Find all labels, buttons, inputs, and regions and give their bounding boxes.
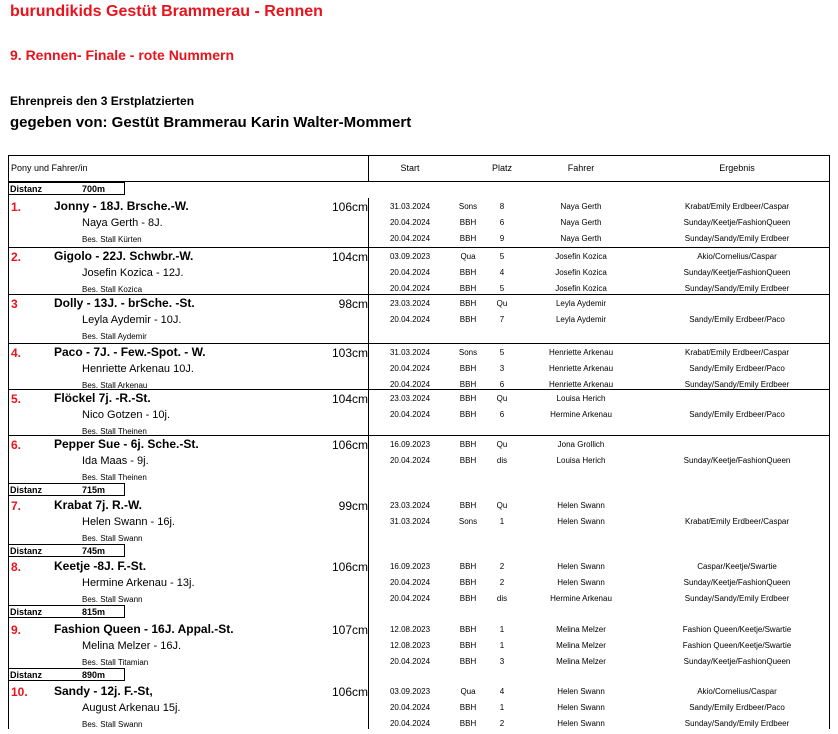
driver-name: Ida Maas - 9j.: [82, 455, 149, 467]
result-date: 20.04.2024: [389, 284, 431, 293]
result-date: 03.09.2023: [389, 687, 431, 696]
prize-line-1: Ehrenpreis den 3 Erstplatzierten: [10, 94, 195, 108]
result-place: 2: [499, 562, 505, 571]
result-driver: Naya Gerth: [560, 218, 602, 227]
result-ergebnis: Krabat/Emily Erdbeer/Caspar: [684, 202, 790, 211]
result-type: BBH: [459, 284, 477, 293]
result-ergebnis: Caspar/Keetje/Swartie: [697, 562, 777, 571]
result-place: 6: [499, 410, 505, 419]
result-date: 20.04.2024: [389, 218, 431, 227]
result-date: 31.03.2024: [389, 348, 431, 357]
row-divider: [8, 247, 830, 248]
result-type: BBH: [459, 268, 477, 277]
result-type: BBH: [459, 657, 477, 666]
distance-box: [8, 544, 125, 557]
result-place: dis: [496, 456, 508, 465]
entry-number: 6.: [11, 438, 22, 452]
result-place: Qu: [496, 394, 508, 403]
pony-size: 104cm: [331, 392, 368, 406]
result-ergebnis: Sandy/Emily Erdbeer/Paco: [689, 315, 785, 324]
result-type: BBH: [459, 625, 477, 634]
pony-size: 104cm: [331, 250, 368, 264]
result-date: 20.04.2024: [389, 657, 431, 666]
entry-number: 7.: [11, 499, 22, 513]
header-divider: [8, 181, 830, 182]
result-type: Sons: [458, 348, 478, 357]
result-type: BBH: [459, 440, 477, 449]
result-ergebnis: Sunday/Keetje/FashionQueen: [683, 578, 791, 587]
result-date: 12.08.2023: [389, 625, 431, 634]
col-header-platz: Platz: [491, 163, 513, 173]
result-date: 20.04.2024: [389, 594, 431, 603]
pony-size: 99cm: [338, 499, 368, 513]
entry-number: 1.: [11, 200, 22, 214]
result-ergebnis: Akio/Cornelius/Caspar: [697, 687, 777, 696]
col-header-pony: Pony und Fahrer/in: [11, 163, 88, 173]
pony-size: 106cm: [331, 200, 368, 214]
result-type: Qua: [460, 252, 476, 261]
result-driver: Melina Melzer: [556, 641, 606, 650]
result-type: BBH: [459, 456, 477, 465]
row-divider: [8, 343, 830, 344]
result-driver: Helen Swann: [557, 501, 605, 510]
stall-name: Bes. Stall Swann: [82, 595, 143, 604]
result-place: 1: [499, 703, 505, 712]
result-date: 20.04.2024: [389, 315, 431, 324]
result-driver: Henriette Arkenau: [548, 380, 614, 389]
result-date: 20.04.2024: [389, 456, 431, 465]
result-ergebnis: Sunday/Keetje/FashionQueen: [683, 218, 791, 227]
pony-name: Flöckel 7j. -R.-St.: [54, 391, 151, 405]
entry-number: 10.: [11, 685, 28, 699]
result-type: Sons: [458, 517, 478, 526]
result-type: BBH: [459, 594, 477, 603]
col-header-start: Start: [400, 163, 420, 173]
result-ergebnis: Sunday/Keetje/FashionQueen: [683, 456, 791, 465]
result-ergebnis: Krabat/Emily Erdbeer/Caspar: [684, 517, 790, 526]
result-ergebnis: Sandy/Emily Erdbeer/Paco: [689, 703, 785, 712]
result-type: BBH: [459, 380, 477, 389]
distance-box: [8, 483, 125, 496]
result-type: BBH: [459, 234, 477, 243]
result-place: 4: [499, 268, 505, 277]
result-date: 31.03.2024: [389, 517, 431, 526]
driver-name: Hermine Arkenau - 13j.: [82, 577, 195, 589]
result-driver: Helen Swann: [557, 703, 605, 712]
result-driver: Helen Swann: [557, 719, 605, 728]
column-divider: [368, 155, 369, 181]
result-date: 16.09.2023: [389, 440, 431, 449]
stall-name: Bes. Stall Theinen: [82, 473, 147, 482]
result-place: 6: [499, 380, 505, 389]
driver-name: Melina Melzer - 16J.: [82, 640, 182, 652]
result-date: 20.04.2024: [389, 268, 431, 277]
result-place: 1: [499, 625, 505, 634]
result-type: BBH: [459, 218, 477, 227]
result-place: 1: [499, 517, 505, 526]
result-type: Sons: [458, 202, 478, 211]
result-ergebnis: Sunday/Sandy/Emily Erdbeer: [684, 719, 790, 728]
result-place: Qu: [496, 440, 508, 449]
entry-number: 2.: [11, 250, 22, 264]
result-date: 20.04.2024: [389, 380, 431, 389]
result-place: 3: [499, 364, 505, 373]
entry-number: 3: [11, 297, 18, 311]
result-place: 7: [499, 315, 505, 324]
driver-name: Helen Swann - 16j.: [82, 516, 175, 528]
result-date: 20.04.2024: [389, 703, 431, 712]
distance-box: [8, 605, 125, 618]
result-place: dis: [496, 594, 508, 603]
results-divider: [368, 198, 369, 729]
distance-box: [8, 182, 125, 195]
stall-name: Bes. Stall Kürten: [82, 235, 142, 244]
driver-name: Naya Gerth - 8J.: [82, 217, 163, 229]
result-driver: Helen Swann: [557, 517, 605, 526]
pony-size: 106cm: [331, 438, 368, 452]
stall-name: Bes. Stall Kozica: [82, 285, 143, 294]
result-type: BBH: [459, 315, 477, 324]
result-date: 23.03.2024: [389, 299, 431, 308]
result-place: 8: [499, 202, 505, 211]
stall-name: Bes. Stall Titamian: [82, 658, 149, 667]
result-driver: Josefin Kozica: [555, 252, 607, 261]
col-header-ergebnis: Ergebnis: [719, 163, 755, 173]
result-ergebnis: Fashion Queen/Keetje/Swartie: [682, 641, 792, 650]
distance-label: Distanz: [10, 607, 43, 617]
pony-size: 103cm: [331, 346, 368, 360]
result-type: BBH: [459, 299, 477, 308]
result-driver: Louisa Herich: [556, 394, 606, 403]
pony-name: Keetje -8J. F.-St.: [54, 559, 147, 573]
distance-value: 700m: [82, 184, 106, 194]
stall-name: Bes. Stall Theinen: [82, 427, 147, 436]
result-date: 23.03.2024: [389, 394, 431, 403]
result-type: BBH: [459, 364, 477, 373]
result-ergebnis: Sunday/Sandy/Emily Erdbeer: [684, 234, 790, 243]
result-place: 2: [499, 719, 505, 728]
result-date: 16.09.2023: [389, 562, 431, 571]
driver-name: Josefin Kozica - 12J.: [82, 267, 184, 279]
result-date: 20.04.2024: [389, 234, 431, 243]
result-type: BBH: [459, 703, 477, 712]
result-ergebnis: Sunday/Keetje/FashionQueen: [683, 657, 791, 666]
pony-name: Jonny - 18J. Brsche.-W.: [54, 199, 189, 213]
result-driver: Helen Swann: [557, 687, 605, 696]
pony-name: Gigolo - 22J. Schwbr.-W.: [54, 249, 194, 263]
result-driver: Helen Swann: [557, 562, 605, 571]
result-date: 03.09.2023: [389, 252, 431, 261]
distance-value: 815m: [82, 607, 106, 617]
result-driver: Leyla Aydemir: [555, 315, 607, 324]
result-ergebnis: Sunday/Sandy/Emily Erdbeer: [684, 284, 790, 293]
result-driver: Hermine Arkenau: [550, 594, 612, 603]
pony-size: 107cm: [331, 623, 368, 637]
pony-name: Krabat 7j. R.-W.: [54, 498, 143, 512]
result-date: 12.08.2023: [389, 641, 431, 650]
result-driver: Jona Grollich: [557, 440, 605, 449]
driver-name: Nico Gotzen - 10j.: [82, 409, 171, 421]
result-driver: Melina Melzer: [556, 657, 606, 666]
result-ergebnis: Sandy/Emily Erdbeer/Paco: [689, 364, 785, 373]
entry-number: 9.: [11, 623, 22, 637]
distance-label: Distanz: [10, 485, 43, 495]
prize-line-2: gegeben von: Gestüt Brammerau Karin Walter-Mommert: [10, 114, 412, 131]
stall-name: Bes. Stall Arkenau: [82, 381, 148, 390]
col-header-fahrer: Fahrer: [567, 163, 595, 173]
pony-size: 98cm: [338, 297, 368, 311]
result-ergebnis: Fashion Queen/Keetje/Swartie: [682, 625, 792, 634]
entry-number: 5.: [11, 392, 22, 406]
result-type: BBH: [459, 394, 477, 403]
result-date: 31.03.2024: [389, 202, 431, 211]
result-type: BBH: [459, 562, 477, 571]
result-place: 2: [499, 578, 505, 587]
result-place: Qu: [496, 299, 508, 308]
distance-value: 890m: [82, 670, 106, 680]
result-place: 3: [499, 657, 505, 666]
result-date: 23.03.2024: [389, 501, 431, 510]
result-place: 5: [499, 252, 505, 261]
result-date: 20.04.2024: [389, 410, 431, 419]
entry-number: 8.: [11, 560, 22, 574]
result-place: 4: [499, 687, 505, 696]
distance-label: Distanz: [10, 670, 43, 680]
result-driver: Naya Gerth: [560, 234, 602, 243]
distance-label: Distanz: [10, 184, 43, 194]
race-subtitle: 9. Rennen- Finale - rote Nummern: [10, 47, 235, 63]
result-ergebnis: Akio/Cornelius/Caspar: [697, 252, 777, 261]
driver-name: Henriette Arkenau 10J.: [82, 363, 194, 375]
pony-name: Paco - 7J. - Few.-Spot. - W.: [54, 345, 206, 359]
result-driver: Henriette Arkenau: [548, 348, 614, 357]
entry-number: 4.: [11, 346, 22, 360]
result-type: BBH: [459, 719, 477, 728]
stall-name: Bes. Stall Aydemir: [82, 332, 147, 341]
stall-name: Bes. Stall Swann: [82, 720, 143, 729]
result-place: 5: [499, 348, 505, 357]
page-title: burundikids Gestüt Brammerau - Rennen: [10, 3, 323, 20]
result-date: 20.04.2024: [389, 719, 431, 728]
result-driver: Hermine Arkenau: [550, 410, 612, 419]
result-type: BBH: [459, 501, 477, 510]
pony-name: Pepper Sue - 6j. Sche.-St.: [54, 437, 199, 451]
result-place: Qu: [496, 501, 508, 510]
result-ergebnis: Sandy/Emily Erdbeer/Paco: [689, 410, 785, 419]
result-place: 1: [499, 641, 505, 650]
result-ergebnis: Krabat/Emily Erdbeer/Caspar: [684, 348, 790, 357]
result-driver: Melina Melzer: [556, 625, 606, 634]
result-driver: Naya Gerth: [560, 202, 602, 211]
driver-name: August Arkenau 15j.: [82, 702, 181, 714]
pony-name: Sandy - 12j. F.-St,: [54, 684, 153, 698]
row-divider: [8, 294, 830, 295]
stall-name: Bes. Stall Swann: [82, 534, 143, 543]
result-driver: Josefin Kozica: [555, 268, 607, 277]
result-type: BBH: [459, 578, 477, 587]
result-driver: Josefin Kozica: [555, 284, 607, 293]
result-type: BBH: [459, 641, 477, 650]
result-driver: Leyla Aydemir: [555, 299, 607, 308]
distance-value: 715m: [82, 485, 106, 495]
pony-size: 106cm: [331, 560, 368, 574]
result-place: 5: [499, 284, 505, 293]
result-driver: Henriette Arkenau: [548, 364, 614, 373]
result-date: 20.04.2024: [389, 364, 431, 373]
pony-size: 106cm: [331, 685, 368, 699]
result-driver: Helen Swann: [557, 578, 605, 587]
result-type: BBH: [459, 410, 477, 419]
distance-box: [8, 668, 125, 681]
result-driver: Louisa Herich: [556, 456, 606, 465]
result-ergebnis: Sunday/Sandy/Emily Erdbeer: [684, 594, 790, 603]
result-place: 6: [499, 218, 505, 227]
result-type: Qua: [460, 687, 476, 696]
result-ergebnis: Sunday/Sandy/Emily Erdbeer: [684, 380, 790, 389]
distance-label: Distanz: [10, 546, 43, 556]
pony-name: Dolly - 13J. - brSche. -St.: [54, 296, 195, 310]
result-ergebnis: Sunday/Keetje/FashionQueen: [683, 268, 791, 277]
driver-name: Leyla Aydemir - 10J.: [82, 314, 182, 326]
pony-name: Fashion Queen - 16J. Appal.-St.: [54, 622, 234, 636]
distance-value: 745m: [82, 546, 106, 556]
result-place: 9: [499, 234, 505, 243]
result-date: 20.04.2024: [389, 578, 431, 587]
